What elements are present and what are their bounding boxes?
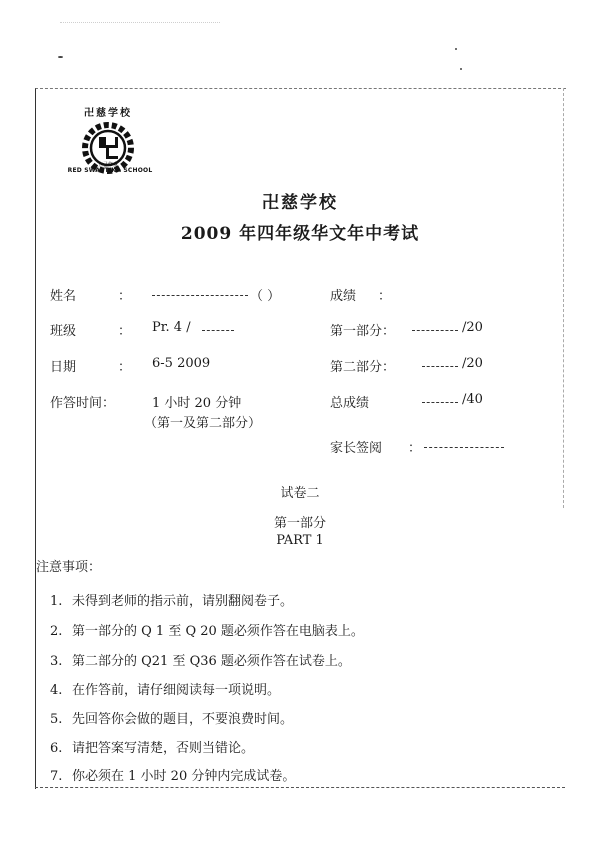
- date-colon: ：: [118, 360, 132, 375]
- scan-noise: [60, 22, 220, 29]
- name-label: 姓名: [50, 289, 77, 304]
- part2-score-field[interactable]: [422, 356, 458, 371]
- list-item: 1. 未得到老师的指示前，请别翻阅卷子。: [50, 594, 294, 609]
- time-note: （第一及第二部分）: [144, 416, 262, 431]
- time-value: 1 小时 20 分钟: [152, 396, 242, 411]
- part-label: PART 1: [276, 533, 324, 548]
- scan-speck: [455, 48, 457, 50]
- part1-score-label: 第一部分：: [330, 324, 396, 339]
- class-value: Pr. 4 /: [152, 320, 191, 335]
- paper-label: 试卷二: [280, 486, 320, 501]
- total-score-value: /40: [462, 392, 483, 407]
- page-border-right: [563, 88, 564, 508]
- time-label: 作答时间：: [50, 396, 116, 411]
- section-label: 第一部分: [273, 516, 326, 531]
- score-colon: ：: [378, 289, 392, 304]
- school-name: 卍慈学校: [262, 193, 338, 213]
- total-score-field[interactable]: [422, 392, 458, 407]
- score-label: 成绩: [330, 289, 357, 304]
- scan-speck: [58, 56, 63, 58]
- class-field[interactable]: [202, 320, 234, 335]
- notice-title: 注意事项：: [36, 560, 102, 575]
- scan-speck: [460, 68, 462, 70]
- parent-signature-label: 家长签阅: [330, 441, 383, 456]
- svg-text:卍慈学校: 卍慈学校: [84, 108, 132, 119]
- parent-signature-colon: ：: [408, 441, 422, 456]
- part1-score-total: /20: [462, 320, 483, 335]
- list-item: 4. 在作答前，请仔细阅读每一项说明。: [50, 683, 281, 698]
- list-item: 6. 请把答案写清楚，否则当错论。: [50, 741, 255, 756]
- class-label: 班级: [50, 324, 77, 339]
- svg-text:立己修身: 立己修身: [97, 162, 119, 168]
- name-paren: （ ）: [250, 289, 281, 304]
- logo-caption: RED SWASTIKA SCHOOL: [67, 167, 153, 174]
- part2-score-label: 第二部分：: [330, 360, 396, 375]
- part1-score-field[interactable]: [412, 320, 458, 335]
- list-item: 3. 第二部分的 Q21 至 Q36 题必须作答在试卷上。: [50, 654, 351, 669]
- part2-score-total: /20: [462, 356, 483, 371]
- page-border-bottom: [35, 787, 565, 788]
- list-item: 2. 第一部分的 Q 1 至 Q 20 题必须作答在电脑表上。: [50, 624, 364, 639]
- name-field[interactable]: [152, 285, 248, 300]
- date-value: 6-5 2009: [152, 356, 211, 371]
- parent-signature-field[interactable]: [424, 437, 504, 452]
- name-colon: ：: [118, 289, 132, 304]
- list-item: 5. 先回答你会做的题目，不要浪费时间。: [50, 712, 294, 727]
- exam-title: 2009 年四年级华文年中考试: [180, 224, 420, 244]
- list-item: 7. 你必须在 1 小时 20 分钟内完成试卷。: [50, 769, 296, 784]
- total-score-label: 总成绩: [330, 396, 370, 411]
- date-label: 日期: [50, 360, 77, 375]
- class-colon: ：: [118, 324, 132, 339]
